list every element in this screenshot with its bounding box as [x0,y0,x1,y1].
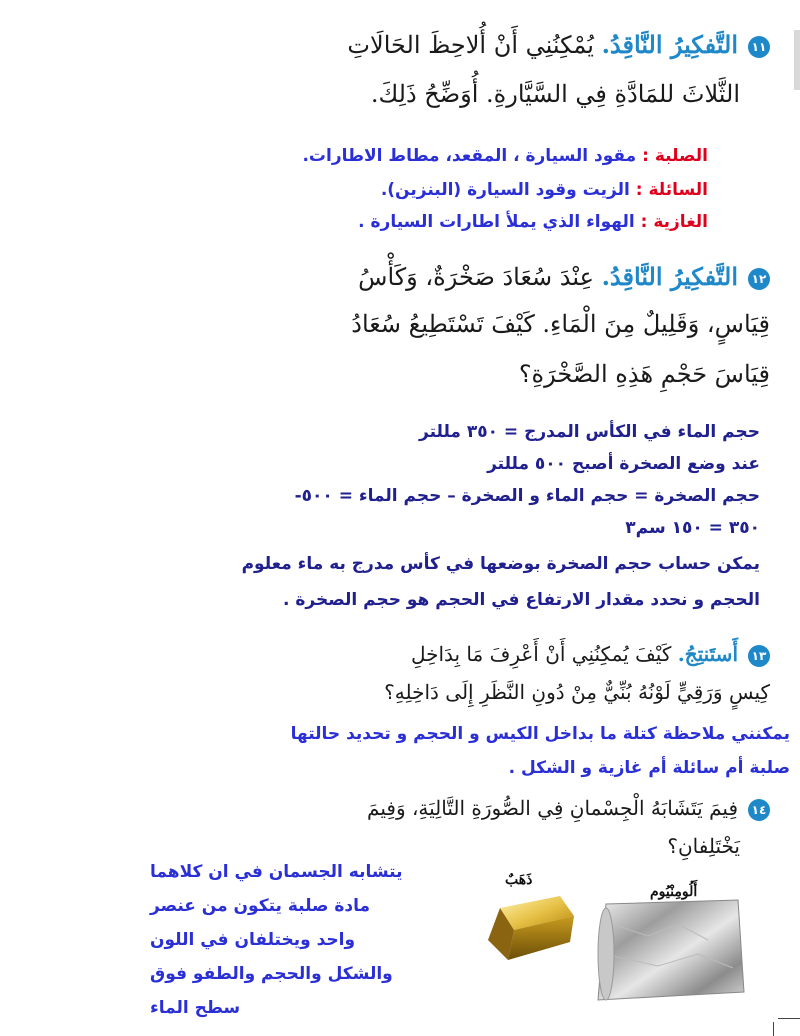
a14-line3: واحد ويختلفان في اللون [150,930,356,950]
a11-liquid-label: السائلة : [635,180,708,200]
q13-title: أَستَنتِجُ. [677,642,738,666]
gold-caption: ذَهَبٌ [505,872,533,888]
q14-line2 [667,834,740,858]
a14-line1: يتشابه الجسمان في ان كلاهما [150,862,403,882]
aluminum-foil-image [588,896,748,1006]
a11-liquid-text: الزيت وقود السيارة (البنزين). [380,180,630,200]
q12-line2 [351,310,770,338]
q13-number-badge: ١٣ [748,645,770,667]
q12-line1 [358,262,770,291]
q11-line1 [347,30,770,59]
q12-text-2: قِيَاسٍ، وَقَلِيلٌ مِنَ الْمَاءِ. كَيْفَ تَسْتَطِيعُ سُعَادُ [351,310,770,338]
a14-line4: والشكل والحجم والطفو فوق [150,964,393,984]
gold-bar-image [478,890,578,970]
page-corner-mark-v [773,1022,774,1036]
q12-title: التَّفكِيرُ النَّاقِدُ. [601,262,738,291]
q11-number-badge: ١١ [748,36,770,58]
a11-liquid [381,180,708,200]
q13-line2 [384,680,770,704]
a13-line1: يمكنني ملاحظة كتلة ما بداخل الكيس و الحجم و تحديد حالتها [290,724,790,744]
q14-line1 [367,796,770,821]
page-corner-mark-h [778,1018,800,1019]
foil-caption: أَلُومِنْيُوم [650,884,698,900]
aluminum-foil-icon [588,896,748,1006]
q11-text-1: يُمْكِنُنِي أَنْ أُلاحِظَ الحَالَاتِ [347,31,594,59]
a12-line3: حجم الصخرة = حجم الماء و الصخرة – حجم الماء = ٥٠٠- [294,486,760,506]
a11-gas-label: الغازية : [640,212,708,232]
gold-bar-icon [478,890,578,970]
q14-text-1: فِيمَ يَتَشَابَهُ الْجِسْمانِ فِي الصُّورَةِ التَّالِيَةِ، وَفِيمَ [367,796,738,820]
q13-text-2: كِيسٍ وَرَقِيٍّ لَوْنُهُ بُنِّيٌّ مِنْ دُونِ النَّظَرِ إِلَى دَاخِلِهِ؟ [384,680,770,704]
a11-gas [358,212,708,232]
q13-text-1: كَيْفَ يُمكِنُنِي أَنْ أَعْرِفَ مَا بِدَاخِلِ [410,642,672,666]
a12-line4: ٣٥٠ = ١٥٠ سم٣ [625,518,760,538]
q11-text-2: الثَّلاثَ للمَادَّةِ فِي السَّيَّارةِ. أُوَضِّحُ ذَلِكَ. [370,80,740,108]
q14-text-2: يَخْتَلِفانِ؟ [667,834,740,858]
a11-solid-label: الصلبة : [642,146,708,166]
a11-solid-text: مقود السيارة ، المقعد، مطاط الاطارات. [302,146,637,166]
a12-line6: الحجم و نحدد مقدار الارتفاع في الحجم هو حجم الصخرة . [283,590,760,610]
q12-number-badge: ١٢ [748,268,770,290]
a12-line5: يمكن حساب حجم الصخرة بوضعها في كأس مدرج به ماء معلوم [241,554,760,574]
a14-line5: سطح الماء [150,998,241,1018]
q11-title: التَّفكِيرُ النَّاقِدُ. [601,30,738,59]
q13-line1 [411,642,770,667]
a11-gas-text: الهواء الذي يملأ اطارات السيارة . [358,212,635,232]
q12-text-3: قِيَاسَ حَجْمِ هَذِهِ الصَّخْرَةِ؟ [518,360,770,388]
a11-solid [302,146,708,166]
page-edge [794,30,800,90]
a13-line2: صلبة أم سائلة أم غازية و الشكل . [508,758,790,778]
a14-line2: مادة صلبة يتكون من عنصر [150,896,371,916]
a12-line1: حجم الماء في الكأس المدرج = ٣٥٠ مللتر [419,422,760,442]
a12-line2: عند وضع الصخرة أصبح ٥٠٠ مللتر [487,454,760,474]
q12-text-1: عِنْدَ سُعَادَ صَخْرَةٌ، وَكَأْسُ [358,263,594,291]
q12-line3 [519,360,770,388]
q11-line2 [371,80,740,108]
q14-number-badge: ١٤ [748,799,770,821]
